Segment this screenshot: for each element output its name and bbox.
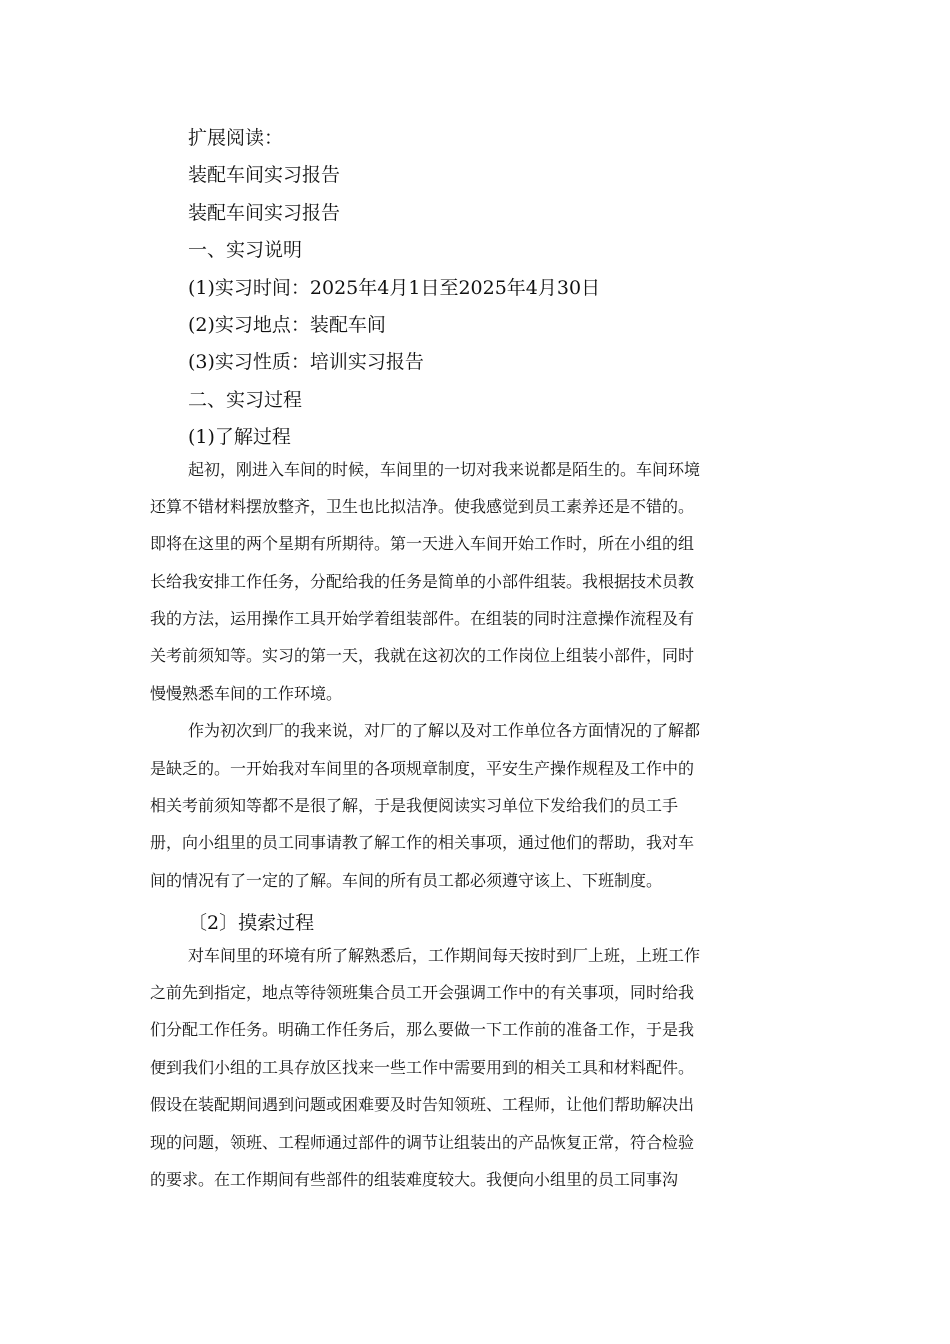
paragraph-line: 关考前须知等。实习的第一天，我就在这初次的工作岗位上组装小部件，同时 xyxy=(150,646,695,666)
paragraph-line: 慢慢熟悉车间的工作环境。 xyxy=(150,683,343,703)
paragraph-line: 即将在这里的两个星期有所期待。第一天进入车间开始工作时，所在小组的组 xyxy=(150,534,695,554)
paragraph-line: 长给我安排工作任务，分配给我的任务是简单的小部件组装。我根据技术员教 xyxy=(150,571,695,591)
extended-reading-label: 扩展阅读： xyxy=(188,127,284,149)
paragraph-line: 相关考前须知等都不是很了解，于是我便阅读实习单位下发给我们的员工手 xyxy=(150,796,679,816)
paragraph-line: 间的情况有了一定的了解。车间的所有员工都必须遵守该上、下班制度。 xyxy=(150,870,663,890)
paragraph-first-arrival xyxy=(150,718,810,905)
item-internship-place: (2)实习地点：装配车间 xyxy=(188,313,386,336)
paragraph-line: 之前先到指定，地点等待领班集合员工开会强调工作中的有关事项，同时给我 xyxy=(150,982,695,1002)
subheading-understanding-process: (1)了解过程 xyxy=(188,426,291,449)
paragraph-line: 的要求。在工作期间有些部件的组装难度较大。我便向小组里的员工同事沟 xyxy=(150,1169,679,1189)
paragraph-line: 假设在装配期间遇到问题或困难要及时告知领班、工程师，让他们帮助解决出 xyxy=(150,1095,695,1115)
paragraph-line: 便到我们小组的工具存放区找来一些工作中需要用到的相关工具和材料配件。 xyxy=(150,1057,695,1077)
subheading-exploration-process: 〔2〕摸索过程 xyxy=(188,912,315,935)
paragraph-line: 起初，刚进入车间的时候，车间里的一切对我来说都是陌生的。车间环境 xyxy=(188,459,701,479)
section-heading-internship-description: 一、实习说明 xyxy=(188,239,303,262)
report-title: 装配车间实习报告 xyxy=(188,164,341,187)
paragraph-line: 册，向小组里的员工同事请教了解工作的相关事项，通过他们的帮助，我对车 xyxy=(150,833,695,853)
paragraph-line: 是缺乏的。一开始我对车间里的各项规章制度，平安生产操作规程及工作中的 xyxy=(150,758,695,778)
paragraph-exploration xyxy=(150,943,810,1205)
paragraph-line: 作为初次到厂的我来说，对厂的了解以及对工作单位各方面情况的了解都 xyxy=(188,721,701,741)
paragraph-line: 对车间里的环境有所了解熟悉后，工作期间每天按时到厂上班，上班工作 xyxy=(188,945,701,965)
paragraph-line: 我的方法，运用操作工具开始学着组装部件。在组装的同时注意操作流程及有 xyxy=(150,609,695,629)
document-body xyxy=(150,120,810,1204)
paragraph-understanding xyxy=(150,457,810,719)
section-heading-internship-process: 二、实习过程 xyxy=(188,388,303,411)
paragraph-line: 现的问题，领班、工程师通过部件的调节让组装出的产品恢复正常，符合检验 xyxy=(150,1132,695,1152)
report-title-repeat: 装配车间实习报告 xyxy=(188,201,341,224)
item-internship-time: (1)实习时间：2025年4月1日至2025年4月30日 xyxy=(188,276,601,299)
paragraph-line: 们分配工作任务。明确工作任务后，那么要做一下工作前的准备工作，于是我 xyxy=(150,1020,695,1040)
item-internship-nature: (3)实习性质：培训实习报告 xyxy=(188,351,424,374)
paragraph-line: 还算不错材料摆放整齐，卫生也比拟洁净。使我感觉到员工素养还是不错的。 xyxy=(150,496,695,516)
